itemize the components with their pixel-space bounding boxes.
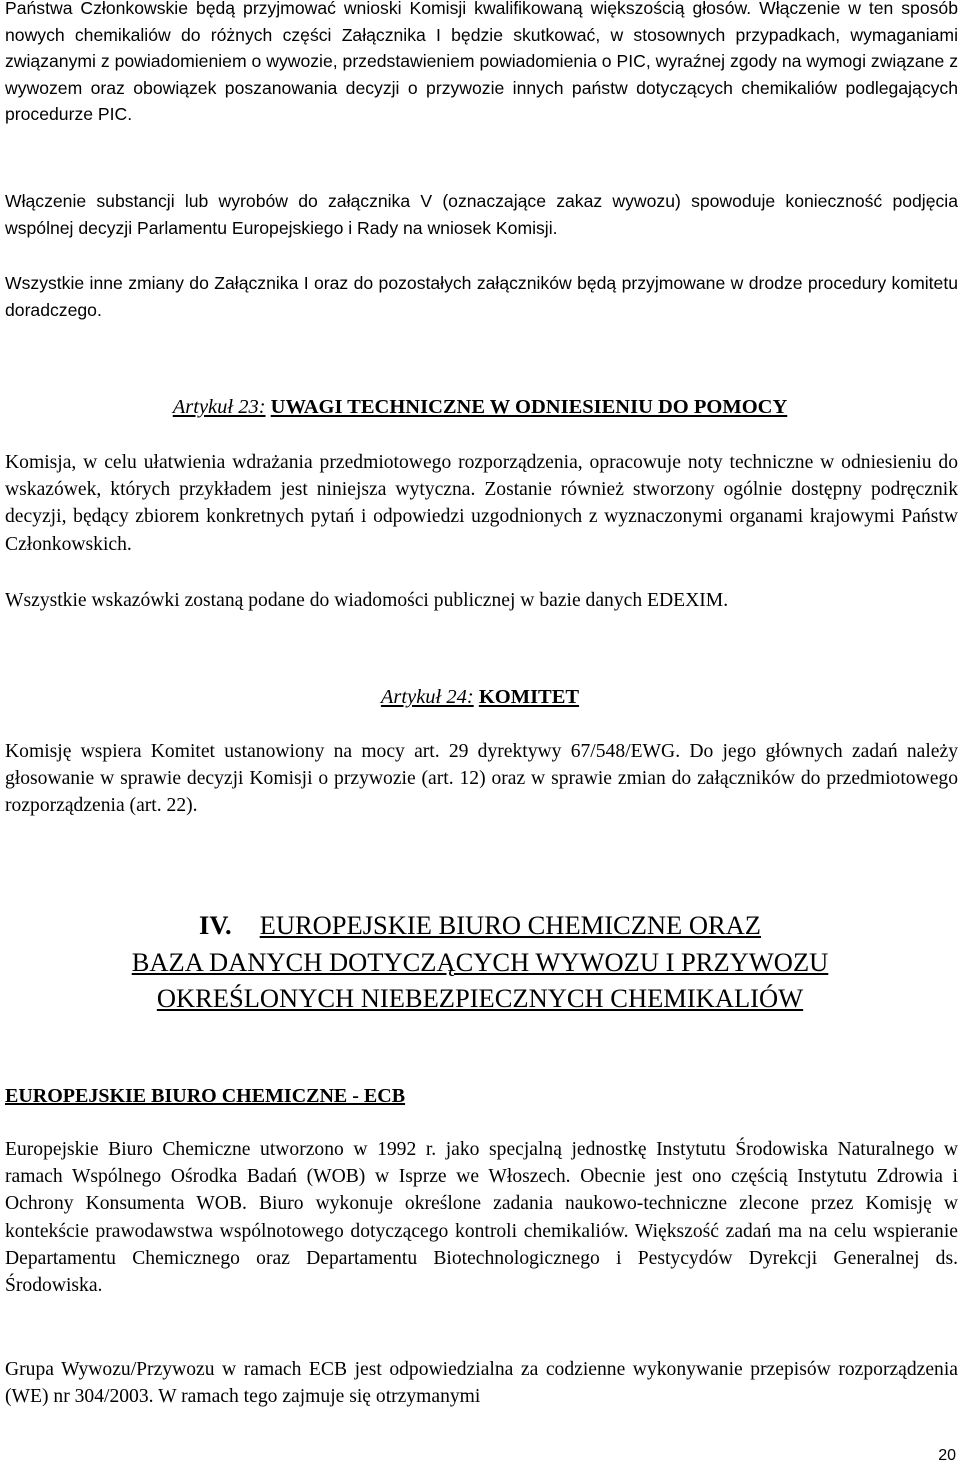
section-iv-heading — [0, 907, 960, 1017]
paragraph-committee: Komisję wspiera Komitet ustanowiony na mocy art. 29 dyrektywy 67/548/EWG. Do jego głównych zadań należy głosowanie w sprawie decyzji Komisji o przywozie (art. 12) oraz w sprawie zmian do załączników do przedmiotowego rozporządzenia (art. 22). — [5, 741, 958, 817]
article-24-label: Artykuł 24: — [380, 686, 474, 708]
article-24-title: KOMITET — [478, 686, 580, 708]
paragraph-edexim-guidance: Wszystkie wskazówki zostaną podane do wiadomości publicznej w bazie danych EDEXIM. — [5, 590, 729, 611]
page-number: 20 — [938, 1447, 956, 1464]
paragraph-annex-v-inclusion: Włączenie substancji lub wyrobów do załącznika V (oznaczające zakaz wywozu) spowoduje konieczność podjęcia wspólnej decyzji Parlamentu Europejskiego i Rady na wniosek Komisji. — [5, 191, 958, 238]
paragraph-export-import-group: Grupa Wywozu/Przywozu w ramach ECB jest odpowiedzialna za codzienne wykonywanie przepisów rozporządzenia (WE) nr 304/2003. W ramach tego zajmuje się otrzymanymi — [5, 1359, 958, 1408]
article-24-heading — [0, 683, 960, 711]
paragraph-member-states-votes: Państwa Członkowskie będą przyjmować wnioski Komisji kwalifikowaną większością głosów. Włączenie w ten sposób nowych chemikaliów do różnych części Załącznika I będzie skutkować, w stosownych przypadkach, wymaganiami związanymi z powiadomieniem o wywozie, przedstawieniem powiadomienia o PIC, wyraźnej zgody na wymogi związane z wywozem oraz obowiązek poszanowania decyzji o przywozie innych państw dotyczących chemikaliów podlegających procedurze PIC. — [5, 0, 958, 124]
section-iv-line-2: BAZA DANYCH DOTYCZĄCYCH WYWOZU I PRZYWOZU — [131, 946, 829, 977]
paragraph-technical-notes: Komisja, w celu ułatwienia wdrażania przedmiotowego rozporządzenia, opracowuje noty techniczne w odniesieniu do wskazówek, których przykładem jest niniejsza wytyczna. Zostanie również stworzony ogólnie dostępny podręcznik decyzji, będący zbiorem konkretnych pytań i odpowiedzi uzgodnionych z wyznaczonymi organami krajowymi Państw Członkowskich. — [5, 452, 958, 555]
section-iv-line-3: OKREŚLONYCH NIEBEZPIECZNYCH CHEMIKALIÓW — [156, 983, 804, 1013]
paragraph-ecb-description: Europejskie Biuro Chemiczne utworzono w 1992 r. jako specjalną jednostkę Instytutu Środowiska Naturalnego w ramach Wspólnego Ośrodka Badań (WOB) w Isprze we Włoszech. Obecnie jest ono częścią Instytutu Zdrowia i Ochrony Konsumenta WOB. Biuro wykonuje określone zadania naukowo-techniczne zlecone przez Komisję w kontekście prawodawstwa wspólnotowego dotyczącego kontroli chemikaliów. Większość zadań ma na celu wspieranie Departamentu Chemicznego oraz Departamentu Biotechnologicznego i Pestycydów Dyrekcji Generalnej ds. Środowiska. — [5, 1139, 958, 1297]
paragraph-other-annex-changes: Wszystkie inne zmiany do Załącznika I oraz do pozostałych załączników będą przyjmowane w drodze procedury komitetu doradczego. — [5, 273, 958, 320]
ecb-heading: EUROPEJSKIE BIURO CHEMICZNE - ECB — [5, 1085, 406, 1107]
section-iv-line-1 — [0, 907, 960, 944]
section-iv-numeral: IV. — [199, 910, 232, 940]
article-23-title: UWAGI TECHNICZNE W ODNIESIENIU DO POMOCY — [270, 396, 788, 418]
article-23-label: Artykuł 23: — [172, 396, 266, 418]
article-23-heading — [0, 393, 960, 421]
section-iv-title-1: EUROPEJSKIE BIURO CHEMICZNE ORAZ — [259, 910, 761, 940]
